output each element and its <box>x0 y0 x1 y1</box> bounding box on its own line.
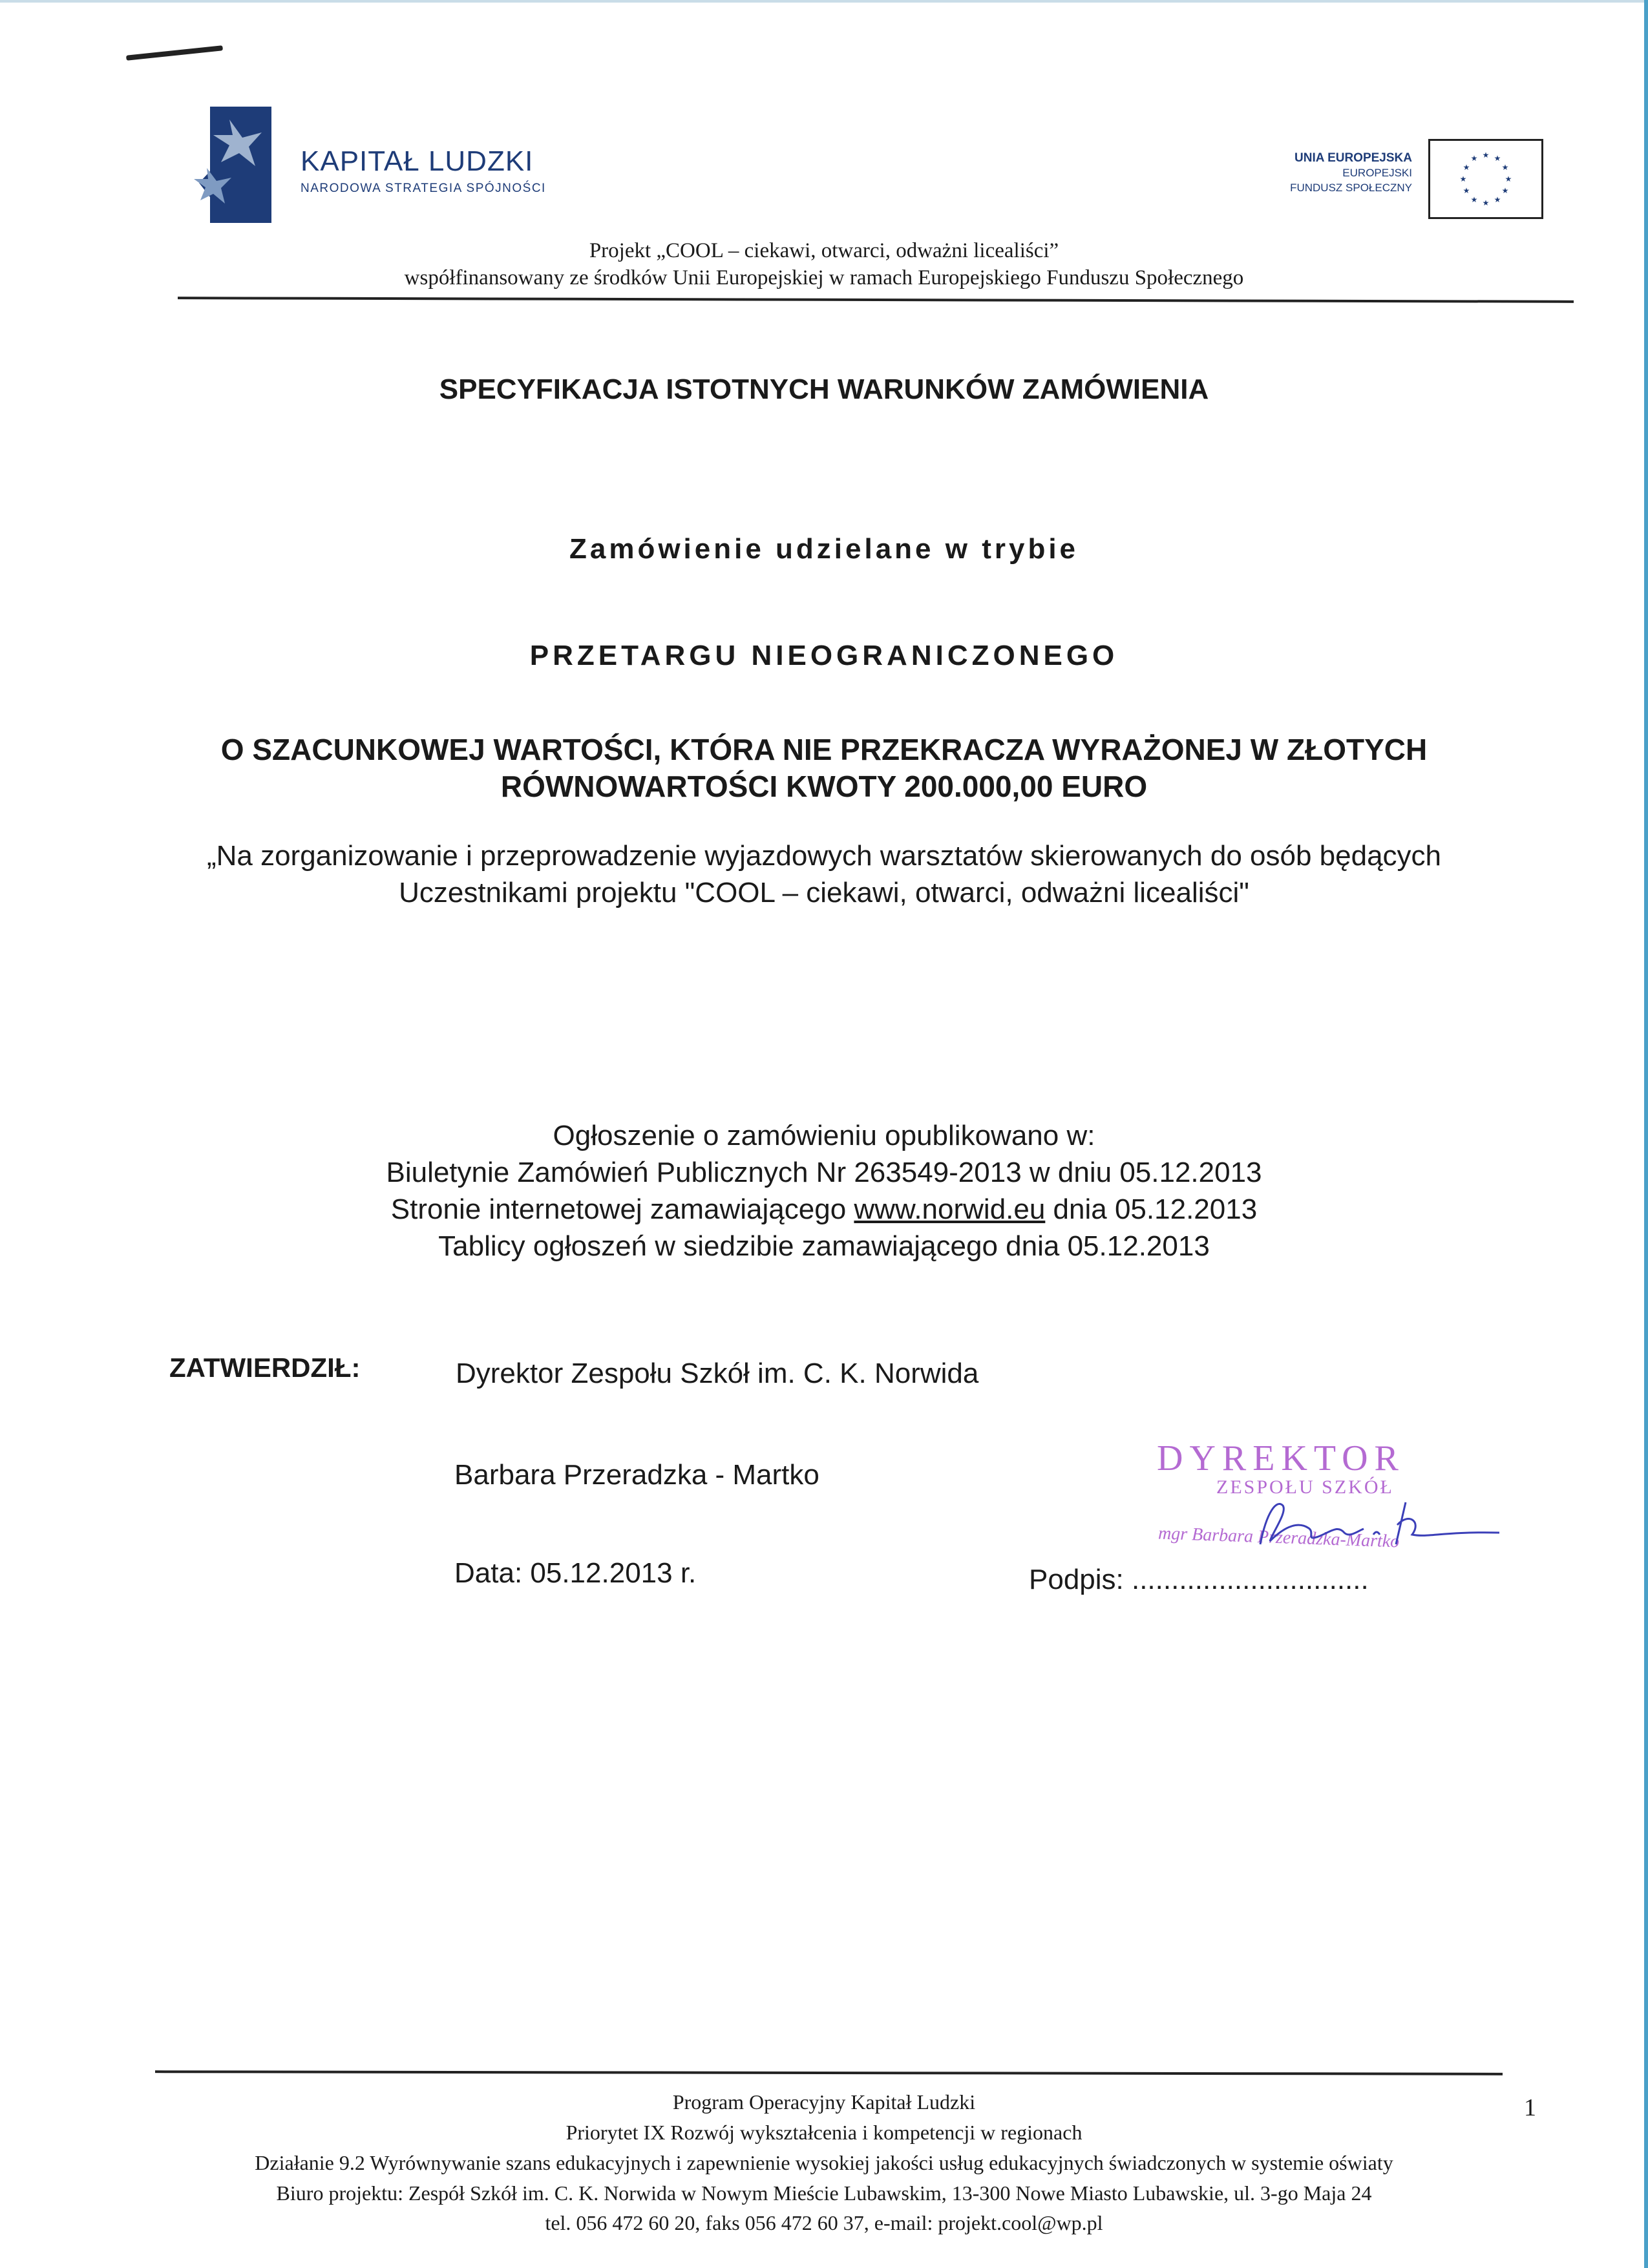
stamp-title: DYREKTOR <box>1157 1438 1405 1478</box>
procedure-type: PRZETARGU NIEOGRANICZONEGO <box>529 640 1119 671</box>
pen-mark <box>126 45 223 61</box>
approval-date: Data: 05.12.2013 r. <box>454 1557 697 1589</box>
footer-contact: tel. 056 472 60 20, faks 056 472 60 37, e-mail: projekt.cool@wp.pl <box>545 2211 1103 2234</box>
fund-name-line1: EUROPEJSKI <box>1342 167 1412 179</box>
svg-text:★: ★ <box>1470 154 1478 163</box>
stamp-person: mgr Barbara Przeradzka-Martko <box>1157 1523 1400 1552</box>
kapital-ludzki-subtitle: NARODOWA STRATEGIA SPÓJNOŚCI <box>301 182 546 195</box>
svg-text:★: ★ <box>1505 174 1512 184</box>
value-threshold-line2: RÓWNOWARTOŚCI KWOTY 200.000,00 EURO <box>500 770 1148 803</box>
svg-text:★: ★ <box>1463 163 1470 172</box>
eu-flag-icon <box>1428 139 1543 219</box>
svg-text:★: ★ <box>1470 195 1478 204</box>
svg-text:★: ★ <box>1494 195 1501 204</box>
svg-text:★: ★ <box>1482 198 1490 207</box>
fund-name-line2: FUNDUSZ SPOŁECZNY <box>1290 182 1412 194</box>
header-divider <box>178 297 1574 303</box>
cofinancing-note: współfinansowany ze środków Unii Europejskiej w ramach Europejskiego Funduszu Społecznego <box>404 266 1244 289</box>
svg-text:★: ★ <box>1459 174 1467 184</box>
footer-action: Działanie 9.2 Wyrównywanie szans edukacyjnych i zapewnienie wysokiej jakości usług edukacyjnych świadczonych w systemie oświaty <box>255 2151 1393 2174</box>
page-number: 1 <box>1524 2094 1536 2121</box>
scan-edge-top <box>0 0 1648 3</box>
footer-office: Biuro projektu: Zespół Szkół im. C. K. Norwida w Nowym Mieście Lubawskim, 13-300 Nowe Miasto Lubawskie, ul. 3-go Maja 24 <box>276 2181 1372 2205</box>
footer-program: Program Operacyjny Kapitał Ludzki <box>672 2090 976 2114</box>
signature-field: Podpis: .............................. <box>1029 1564 1369 1595</box>
stamp-organization: ZESPOŁU SZKÓŁ <box>1216 1476 1394 1498</box>
publication-website <box>0 1193 1648 1226</box>
publication-noticeboard: Tablicy ogłoszeń w siedzibie zamawiającego dnia 05.12.2013 <box>438 1230 1210 1262</box>
project-name: Projekt „COOL – ciekawi, otwarci, odważni licealiści” <box>589 239 1059 262</box>
footer-priority: Priorytet IX Rozwój wykształcenia i kompetencji w regionach <box>565 2121 1083 2144</box>
order-subject-line2: Uczestnikami projektu "COOL – ciekawi, otwarci, odważni licealiści" <box>399 877 1249 908</box>
svg-text:★: ★ <box>1501 186 1509 195</box>
kapital-ludzki-title: KAPITAŁ LUDZKI <box>301 145 534 177</box>
eu-logo-text <box>1290 151 1412 195</box>
approved-label: ZATWIERDZIŁ: <box>169 1352 361 1383</box>
document-title: SPECYFIKACJA ISTOTNYCH WARUNKÓW ZAMÓWIENIA <box>439 373 1209 405</box>
order-subject-line1: „Na zorganizowanie i przeprowadzenie wyjazdowych warsztatów skierowanych do osób będących <box>206 840 1442 872</box>
publication-website-prefix: Stronie internetowej zamawiającego <box>390 1193 854 1225</box>
website-link[interactable]: www.norwid.eu <box>854 1193 1046 1225</box>
approver-role: Dyrektor Zespołu Szkół im. C. K. Norwida <box>456 1358 979 1389</box>
svg-text:★: ★ <box>1463 186 1470 195</box>
procedure-mode-label: Zamówienie udzielane w trybie <box>569 533 1079 565</box>
svg-text:★: ★ <box>1482 151 1490 160</box>
publication-website-suffix: dnia 05.12.2013 <box>1045 1193 1258 1225</box>
publication-bulletin: Biuletynie Zamówień Publicznych Nr 263549-2013 w dniu 05.12.2013 <box>386 1157 1262 1188</box>
svg-text:★: ★ <box>1494 154 1501 163</box>
handwritten-signature-icon <box>1247 1486 1506 1557</box>
publication-intro: Ogłoszenie o zamówieniu opublikowano w: <box>553 1120 1095 1151</box>
footer-divider <box>155 2070 1503 2075</box>
svg-text:★: ★ <box>1501 163 1509 172</box>
value-threshold-line1: O SZACUNKOWEJ WARTOŚCI, KTÓRA NIE PRZEKRACZA WYRAŻONEJ W ZŁOTYCH <box>220 733 1428 766</box>
approver-name: Barbara Przeradzka - Martko <box>454 1459 819 1491</box>
eu-name: UNIA EUROPEJSKA <box>1294 151 1412 165</box>
